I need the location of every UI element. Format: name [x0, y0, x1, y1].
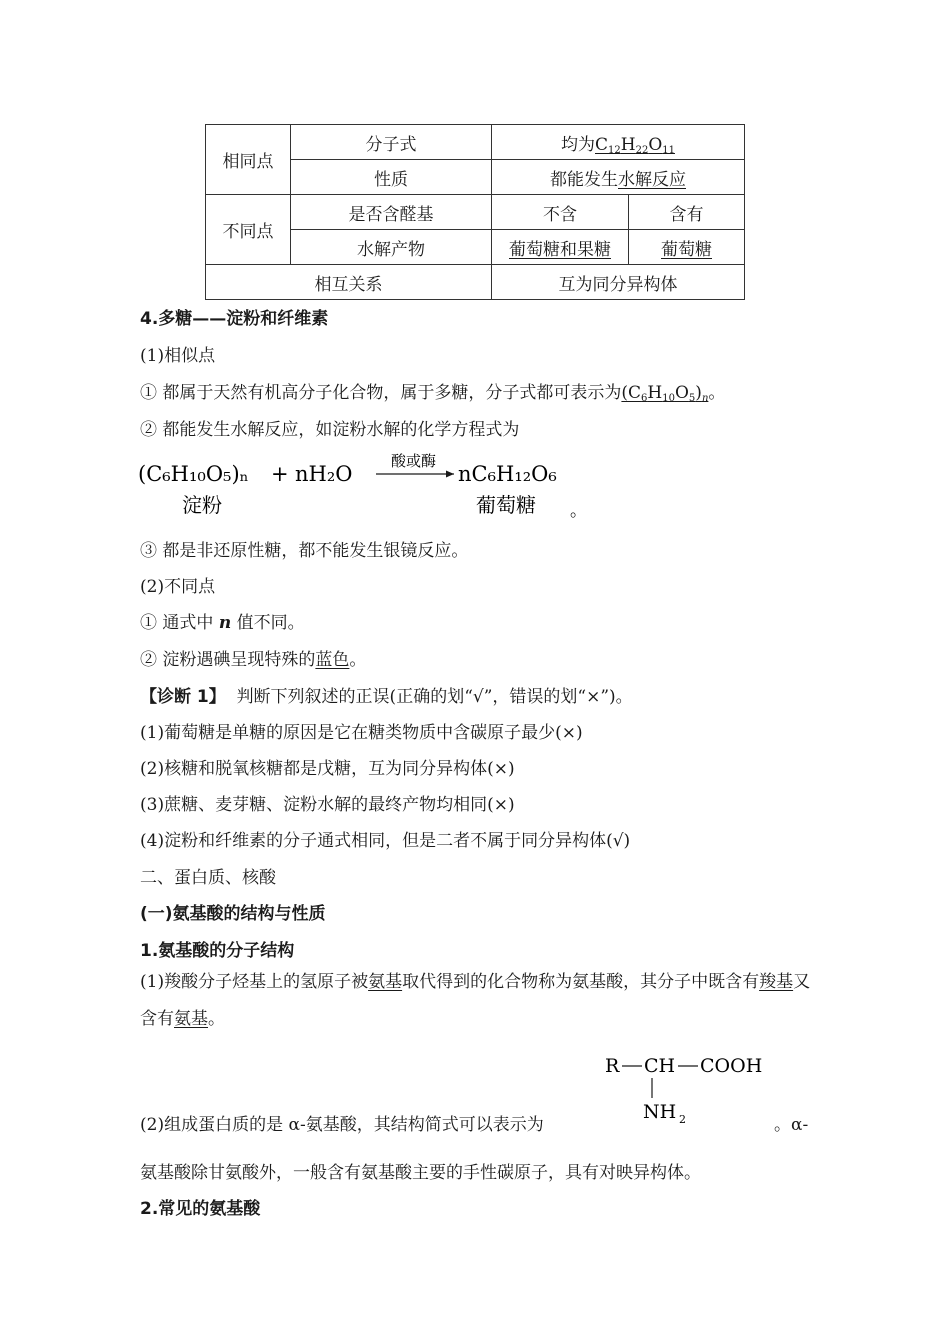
equation-arrowhead: [446, 471, 454, 478]
diagnosis-item: (3)蔗糖、麦芽糖、淀粉水解的最终产物均相同(×): [140, 795, 515, 815]
cell-property-label: 性质: [291, 160, 492, 195]
similarity-1: ① 都属于天然有机高分子化合物，属于多糖，分子式都可表示为$(C_6H_{10}O_5)_n$。: [140, 383, 726, 404]
cell-aldehyde-label: 是否含醛基: [291, 195, 492, 230]
struct-subscript-2: 2: [679, 1113, 686, 1126]
similarity-3: ③ 都是非还原性糖，都不能发生银镜反应。: [140, 541, 469, 561]
struct-nh: NH: [643, 1101, 677, 1123]
part-2-heading: 二、蛋白质、核酸: [140, 868, 276, 888]
diagnosis-tag: 【诊断 1】: [140, 687, 226, 707]
difference-2: ② 淀粉遇碘呈现特殊的蓝色。: [140, 650, 367, 670]
equation-rhs-glucose: nC₆H₁₂O₆: [458, 462, 557, 486]
starch-hydrolysis-equation: [138, 452, 608, 524]
cell-hydrolysis-maltose: 葡萄糖: [629, 230, 745, 265]
cell-diff-point: 不同点: [206, 195, 291, 265]
struct-cooh: COOH: [700, 1055, 763, 1077]
similarity-2: ② 都能发生水解反应，如淀粉水解的化学方程式为: [140, 420, 520, 440]
amino-acid-subheading: (一)氨基酸的结构与性质: [140, 904, 326, 924]
equation-end-mark: 。: [570, 501, 587, 521]
cell-formula-label: 分子式: [291, 125, 492, 160]
struct-r: R: [605, 1055, 620, 1077]
difference-heading: (2)不同点: [140, 577, 216, 597]
alpha-amino-text-start: (2)组成蛋白质的是 α-氨基酸，其结构简式可以表示为: [140, 1115, 544, 1135]
cell-formula-value: 均为$C_{12}H_{22}O_{11}$: [492, 125, 745, 160]
equation-condition: 酸或酶: [391, 452, 437, 470]
diagnosis-item: (4)淀粉和纤维素的分子通式相同，但是二者不属于同分异构体(√): [140, 831, 631, 851]
alpha-amino-text-continued: 氨基酸除甘氨酸外，一般含有氨基酸主要的手性碳原子，具有对映异构体。: [140, 1163, 701, 1183]
cell-property-value: 都能发生水解反应: [492, 160, 745, 195]
equation-lhs-starch: (C₆H₁₀O₅)ₙ: [138, 462, 249, 486]
cell-hydrolysis-label: 水解产物: [291, 230, 492, 265]
equation-plus: +: [271, 462, 289, 486]
amino-structure-heading: 1.氨基酸的分子结构: [140, 941, 295, 961]
cell-hydrolysis-sucrose: 葡萄糖和果糖: [492, 230, 629, 265]
label-glucose: 葡萄糖: [476, 493, 536, 517]
disaccharide-comparison-table: [205, 124, 745, 300]
polysaccharide-formula: $(C_6H_{10}O_5)_n$: [621, 383, 709, 404]
struct-ch: CH: [644, 1055, 676, 1077]
cell-same-point: 相同点: [206, 125, 291, 195]
diagnosis-item: (1)葡萄糖是单糖的原因是它在糖类物质中含碳原子最少(×): [140, 723, 583, 743]
alpha-amino-acid-structure: [600, 1052, 790, 1132]
cell-aldehyde-sucrose: 不含: [492, 195, 629, 230]
amino-definition: (1)羧酸分子烃基上的氢原子被氨基取代得到的化合物称为氨基酸，其分子中既含有羧基又含有氨基。: [140, 972, 811, 1029]
difference-1: ① 通式中 n 值不同。: [140, 613, 305, 633]
equation-lhs-water: nH₂O: [295, 462, 353, 486]
alpha-amino-text-tail: 。α-: [774, 1115, 809, 1135]
cell-aldehyde-maltose: 含有: [629, 195, 745, 230]
similarity-heading: (1)相似点: [140, 346, 216, 366]
common-amino-acids-heading: 2.常见的氨基酸: [140, 1199, 261, 1219]
section-4-heading: 4.多糖——淀粉和纤维素: [140, 309, 329, 329]
formula-c12h22o11: $C_{12}H_{22}O_{11}$: [595, 134, 675, 156]
cell-relation-value: 互为同分异构体: [492, 265, 745, 300]
diagnosis-item: (2)核糖和脱氧核糖都是戊糖，互为同分异构体(×): [140, 759, 515, 779]
cell-relation-label: 相互关系: [206, 265, 492, 300]
label-starch: 淀粉: [182, 493, 222, 517]
diagnosis-prompt: 【诊断 1】 判断下列叙述的正误(正确的划“√”，错误的划“×”)。: [140, 687, 633, 707]
